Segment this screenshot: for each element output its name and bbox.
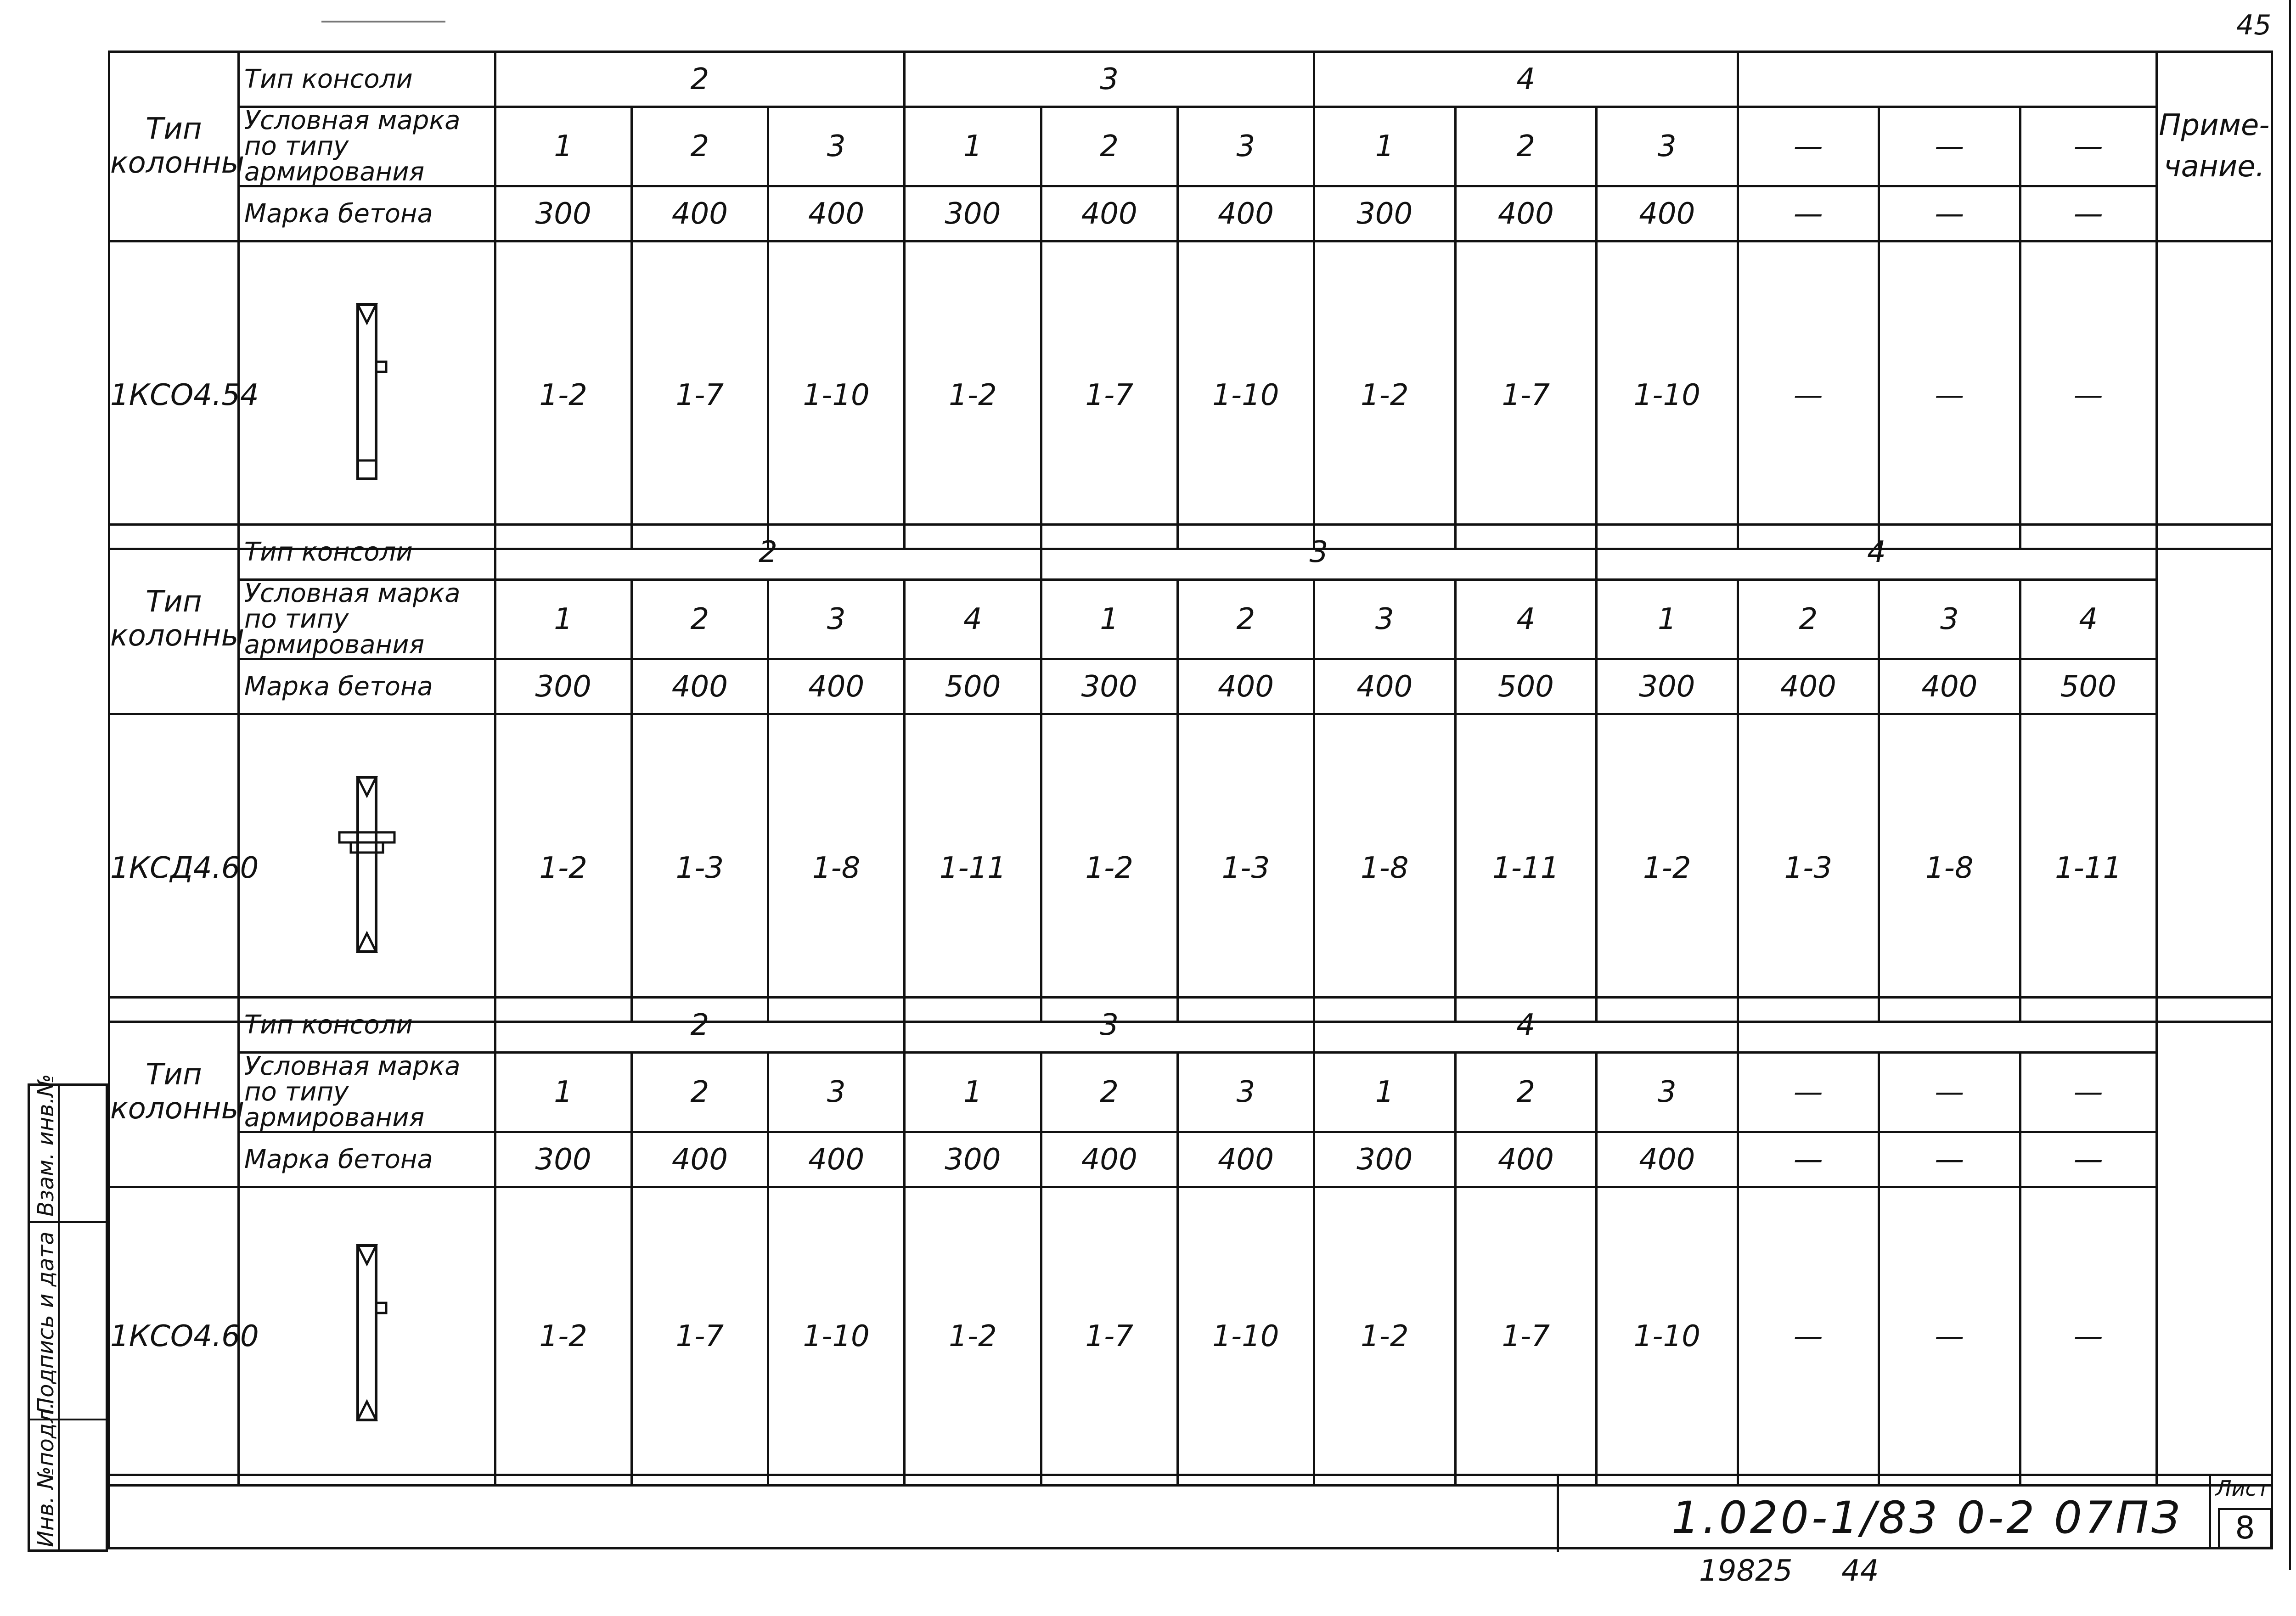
console-type-label: Тип консоли [238,52,495,107]
value-cell: 1-2 [495,714,631,1022]
column-name: 1КСД4.60 [109,714,239,1022]
right-margin-line [2289,0,2291,1570]
value-cell: 1-2 [495,1187,631,1486]
value-cell: 1-2 [1314,1187,1456,1486]
column-sketch [238,241,495,549]
concrete-grade: 400 [1879,659,2020,714]
reinf-mark: 1 [495,580,631,659]
spec-table [108,996,2273,1487]
concrete-grade: 400 [1177,186,1314,241]
value-cell: 1-3 [1738,714,1879,1022]
reinf-mark: 3 [1314,580,1456,659]
reinf-mark: 1 [1597,580,1738,659]
reinf-mark: 2 [1041,107,1177,186]
column-type-header: Тип колонны [109,998,239,1187]
concrete-grade: 400 [1455,186,1597,241]
reinf-mark: — [1879,107,2020,186]
table-3 [108,996,2273,1487]
column-sketch [238,714,495,1022]
concrete-grade: 400 [1314,659,1456,714]
concrete-grade: 400 [768,659,905,714]
reinf-mark: 2 [1041,1053,1177,1132]
value-cell: 1-11 [1455,714,1597,1022]
concrete-grade: 300 [905,1132,1041,1187]
signature-date-label: Подпись и дата [33,1231,59,1414]
console-group: 4 [1597,525,2157,580]
value-cell: — [1738,1187,1879,1486]
concrete-grade: — [2020,186,2156,241]
concrete-grade: 500 [1455,659,1597,714]
column-elevation-icon [339,300,394,483]
note-cell [2156,998,2272,1486]
reinforcement-mark-label: Условная марка по типу армирования [238,1053,495,1132]
value-cell: 1-8 [1314,714,1456,1022]
concrete-grade: 300 [1314,186,1456,241]
console-type-label: Тип консоли [238,998,495,1053]
reinf-mark: 1 [495,107,631,186]
value-cell: 1-10 [768,1187,905,1486]
concrete-grade: — [2020,1132,2156,1187]
value-cell: 1-8 [768,714,905,1022]
side-stamp-divider [28,1221,108,1223]
note-cell [2156,241,2272,549]
console-type-label: Тип консоли [238,525,495,580]
reinforcement-mark-label: Условная марка по типу армирования [238,107,495,186]
concrete-grade: — [1879,1132,2020,1187]
value-cell: 1-7 [1041,241,1177,549]
console-group: 3 [1041,525,1597,580]
console-group: 2 [495,998,905,1053]
column-sketch [238,1187,495,1486]
console-group: 3 [905,998,1314,1053]
concrete-grade: 400 [768,186,905,241]
reinf-mark: 2 [631,580,768,659]
concrete-grade: — [1738,1132,1879,1187]
reinf-mark: 3 [768,1053,905,1132]
reinf-mark: 1 [495,1053,631,1132]
value-cell: 1-8 [1879,714,2020,1022]
value-cell: 1-2 [1597,714,1738,1022]
note-header: Приме-чание. [2156,52,2272,241]
top-rule [321,21,445,22]
replaced-inventory-label: Взам. инв.№ [33,1074,59,1217]
inventory-original-label: Инв. №подл. [33,1402,59,1547]
value-cell: 1-11 [905,714,1041,1022]
concrete-grade: 400 [1455,1132,1597,1187]
column-elevation-icon [339,1241,394,1425]
concrete-grade-label: Марка бетона [238,1132,495,1187]
reinf-mark: 3 [1597,1053,1738,1132]
value-cell: 1-11 [2020,714,2156,1022]
corner-mark: 45 [2236,9,2272,41]
concrete-grade: 300 [1041,659,1177,714]
concrete-grade: 400 [1738,659,1879,714]
value-cell: 1-7 [1455,241,1597,549]
concrete-grade: 500 [2020,659,2156,714]
reinf-mark: — [1738,107,1879,186]
concrete-grade: 500 [905,659,1041,714]
reinf-mark: — [1738,1053,1879,1132]
console-group: 4 [1314,52,1738,107]
sheet-label: Лист [2216,1476,2269,1501]
console-group [1738,998,2156,1053]
console-group [1738,52,2156,107]
value-cell: 1-10 [1597,241,1738,549]
drawing-code: 1.020-1/83 0-2 07ПЗ [1671,1492,2183,1543]
value-cell: 1-3 [1177,714,1314,1022]
column-name: 1КСО4.54 [109,241,239,549]
concrete-grade: 300 [495,659,631,714]
concrete-grade: 300 [905,186,1041,241]
value-cell: 1-2 [905,1187,1041,1486]
concrete-grade-label: Марка бетона [238,659,495,714]
reinf-mark: — [1879,1053,2020,1132]
note-cell [2156,525,2272,1022]
value-cell: — [2020,1187,2156,1486]
reinf-mark: 4 [905,580,1041,659]
archive-page: 44 [1841,1554,1879,1588]
value-cell: 1-2 [905,241,1041,549]
value-cell: — [1738,241,1879,549]
reinforcement-mark-label: Условная марка по типу армирования [238,580,495,659]
table-2 [108,523,2273,1023]
concrete-grade: — [1738,186,1879,241]
sheet-number: 8 [2218,1508,2272,1549]
concrete-grade: 400 [1597,186,1738,241]
console-group: 2 [495,525,1041,580]
column-elevation-icon [330,773,404,956]
value-cell: 1-10 [1597,1187,1738,1486]
concrete-grade: 400 [1041,1132,1177,1187]
reinf-mark: 1 [905,107,1041,186]
reinf-mark: 4 [2020,580,2156,659]
value-cell: — [1879,1187,2020,1486]
reinf-mark: 1 [1314,107,1456,186]
reinf-mark: 2 [1455,107,1597,186]
reinf-mark: 3 [1177,1053,1314,1132]
table-1 [108,50,2273,550]
value-cell: 1-2 [495,241,631,549]
reinf-mark: 1 [905,1053,1041,1132]
value-cell: 1-10 [1177,1187,1314,1486]
reinf-mark: 2 [631,1053,768,1132]
value-cell: — [1879,241,2020,549]
spec-table [108,523,2273,1023]
console-group: 2 [495,52,905,107]
spec-table [108,50,2273,550]
concrete-grade: 400 [1177,659,1314,714]
concrete-grade: 400 [1041,186,1177,241]
reinf-mark: 1 [1314,1053,1456,1132]
column-type-header: Тип колонны [109,525,239,714]
value-cell: 1-7 [1041,1187,1177,1486]
value-cell: 1-2 [1041,714,1177,1022]
column-name: 1КСО4.60 [109,1187,239,1486]
value-cell: 1-7 [631,241,768,549]
concrete-grade: 300 [1314,1132,1456,1187]
reinf-mark: 2 [1455,1053,1597,1132]
value-cell: 1-7 [631,1187,768,1486]
concrete-grade: 400 [631,186,768,241]
concrete-grade: 400 [768,1132,905,1187]
reinf-mark: 3 [768,107,905,186]
reinf-mark: — [2020,1053,2156,1132]
concrete-grade: — [1879,186,2020,241]
archive-number: 19825 [1699,1554,1793,1588]
console-group: 4 [1314,998,1738,1053]
column-type-header: Тип колонны [109,52,239,241]
value-cell: 1-3 [631,714,768,1022]
concrete-grade: 300 [495,1132,631,1187]
concrete-grade: 400 [1597,1132,1738,1187]
concrete-grade: 300 [1597,659,1738,714]
concrete-grade: 400 [1177,1132,1314,1187]
console-group: 3 [905,52,1314,107]
concrete-grade: 400 [631,1132,768,1187]
reinf-mark: 4 [1455,580,1597,659]
concrete-grade: 400 [631,659,768,714]
reinf-mark: 3 [1597,107,1738,186]
concrete-grade-label: Марка бетона [238,186,495,241]
value-cell: 1-10 [1177,241,1314,549]
reinf-mark: — [2020,107,2156,186]
concrete-grade: 300 [495,186,631,241]
value-cell: 1-2 [1314,241,1456,549]
reinf-mark: 3 [1177,107,1314,186]
reinf-mark: 1 [1041,580,1177,659]
value-cell: 1-10 [768,241,905,549]
reinf-mark: 3 [768,580,905,659]
reinf-mark: 2 [1177,580,1314,659]
value-cell: — [2020,241,2156,549]
value-cell: 1-7 [1455,1187,1597,1486]
reinf-mark: 2 [631,107,768,186]
reinf-mark: 3 [1879,580,2020,659]
reinf-mark: 2 [1738,580,1879,659]
